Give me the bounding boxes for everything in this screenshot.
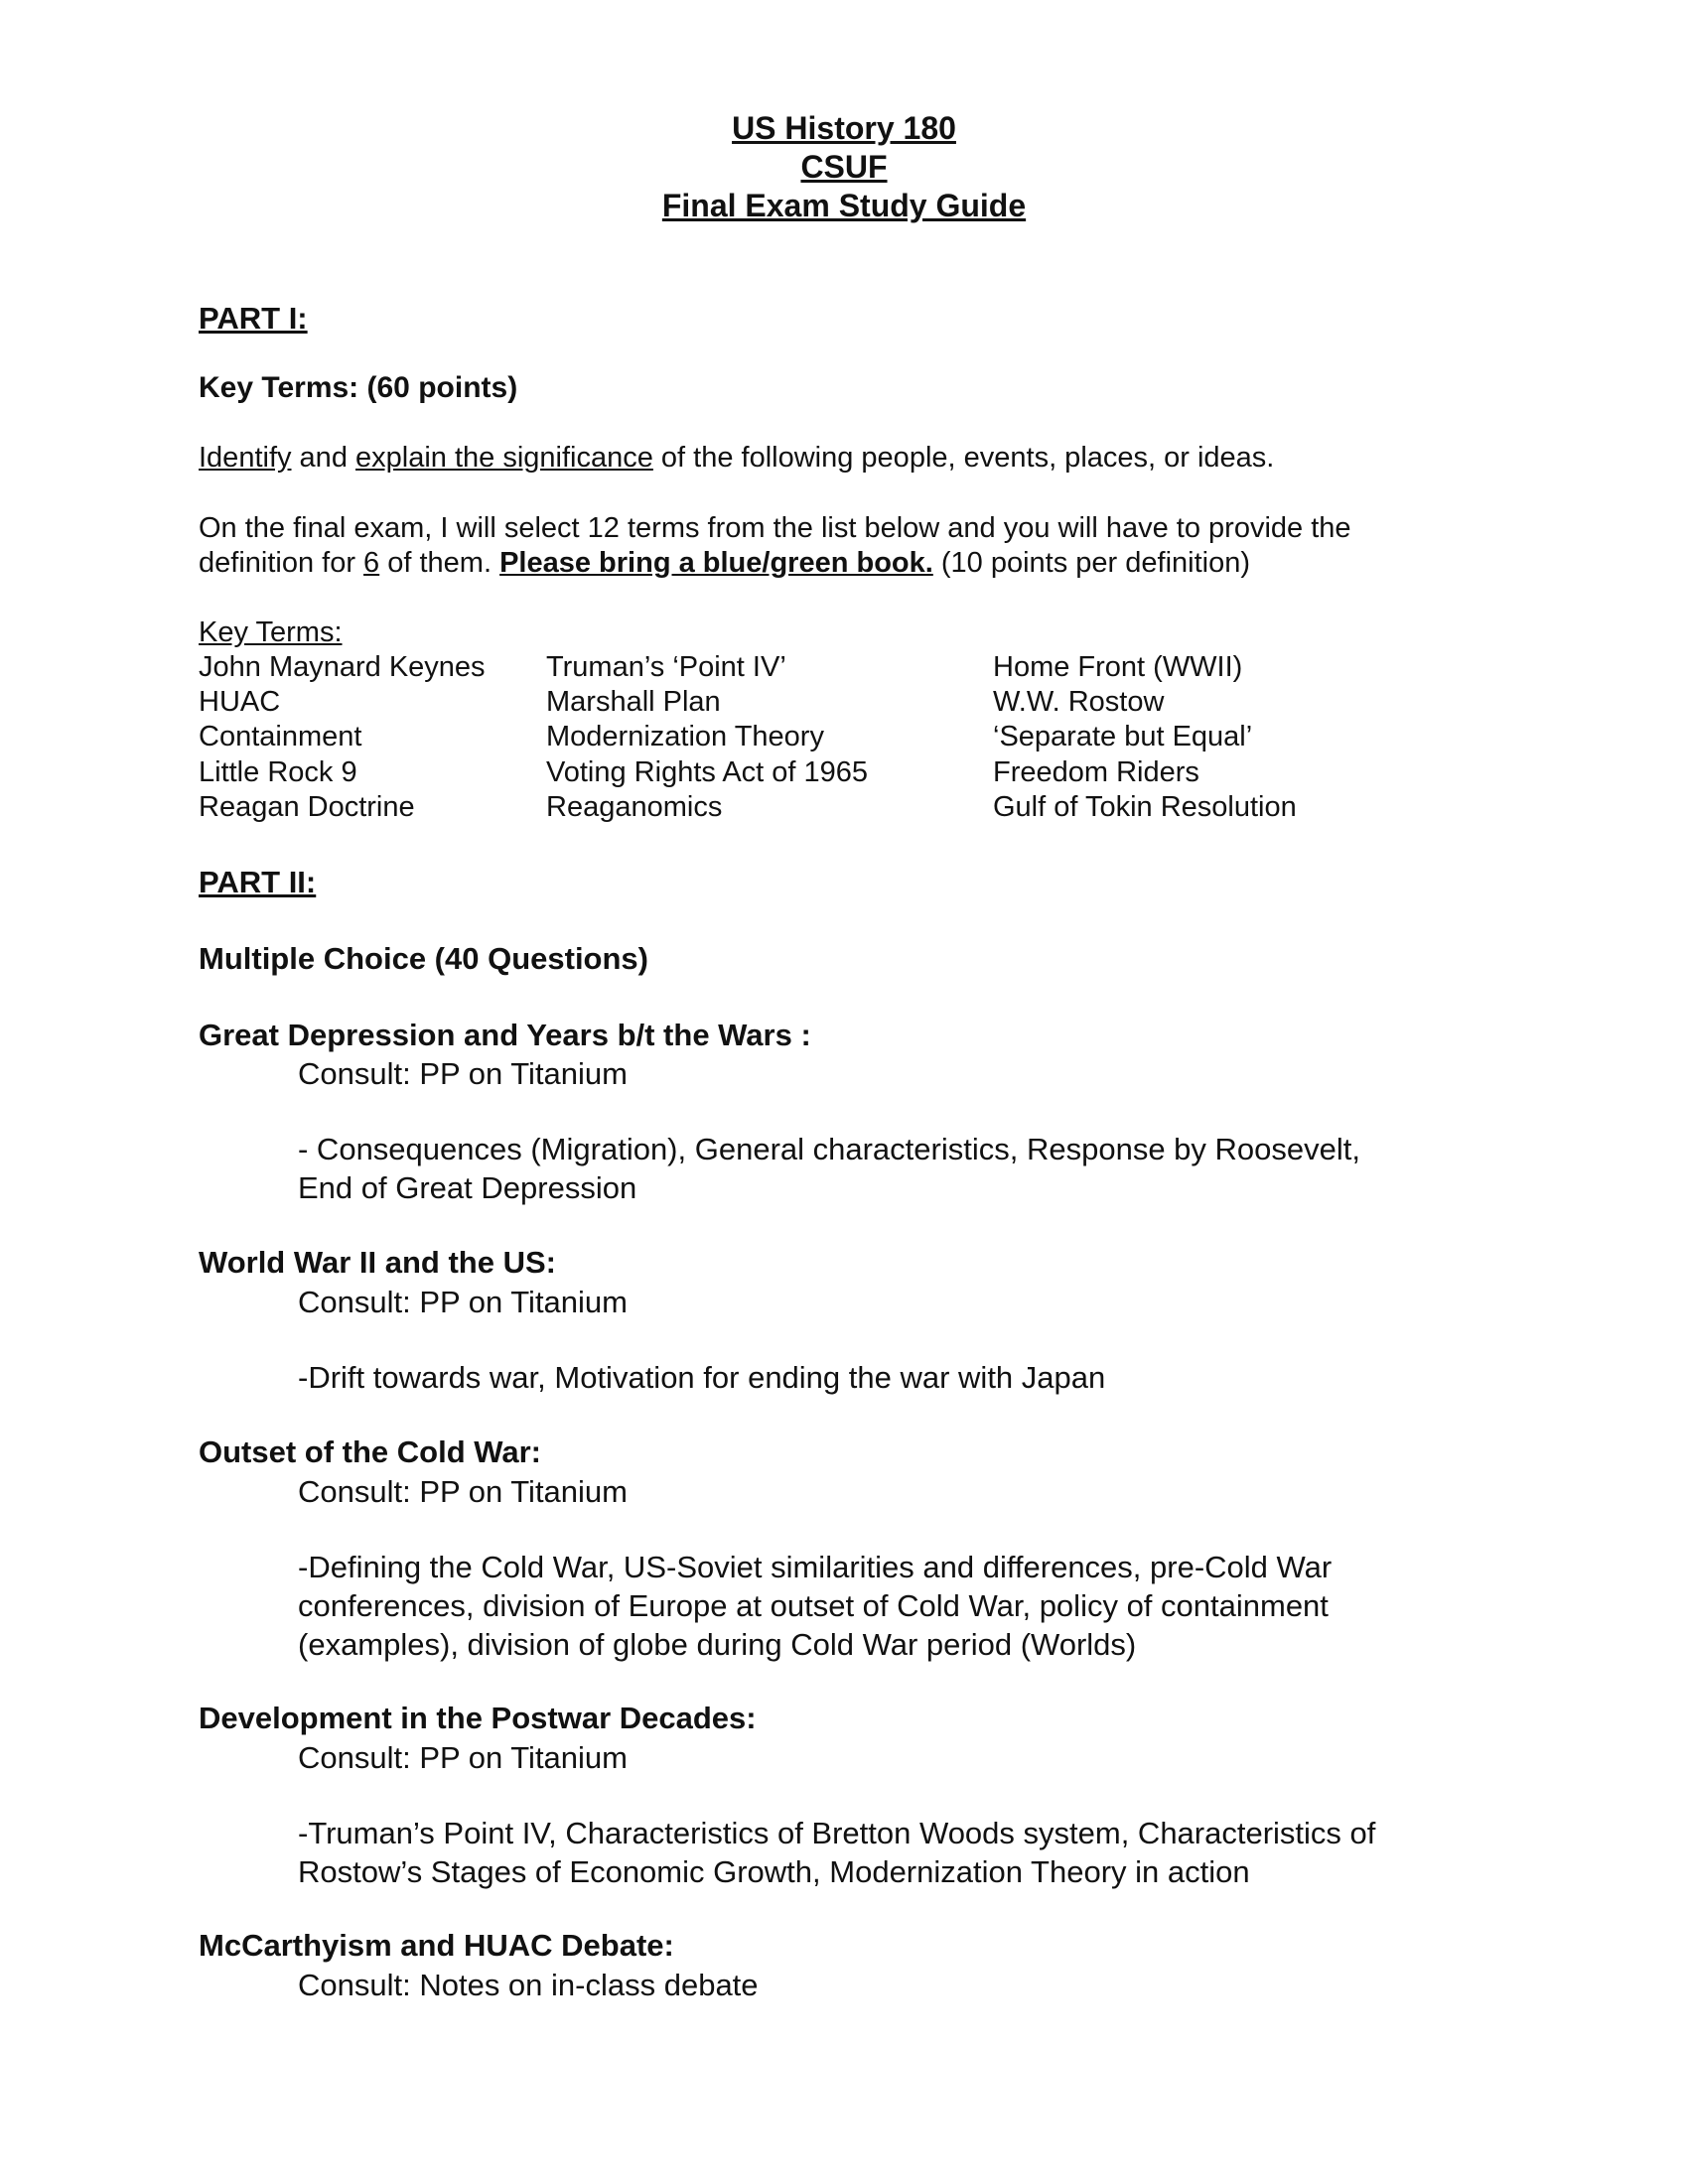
key-terms-label: Key Terms: — [199, 616, 343, 648]
section-title: World War II and the US: — [199, 1245, 556, 1280]
document-title — [0, 109, 1688, 225]
topics-line: Rostow’s Stages of Economic Growth, Modernization Theory in action — [298, 1854, 1250, 1889]
section-consult: Consult: PP on Titanium — [298, 1285, 628, 1319]
term-item: Gulf of Tokin Resolution — [993, 790, 1297, 823]
exam-note-c: (10 points per definition) — [932, 547, 1250, 579]
section-title: Outset of the Cold War: — [199, 1434, 541, 1469]
topics-line: - Consequences (Migration), General characteristics, Response by Roosevelt, — [298, 1132, 1360, 1166]
exam-note-b: of them. — [379, 547, 500, 579]
term-item: ‘Separate but Equal’ — [993, 721, 1253, 753]
university-name: CSUF — [800, 149, 888, 185]
term-item: Home Front (WWII) — [993, 651, 1243, 683]
terms-column-1 — [199, 650, 486, 825]
exam-note-a: definition for — [199, 547, 364, 579]
key-terms-heading: Key Terms: (60 points) — [199, 371, 518, 404]
topics-line: conferences, division of Europe at outset of Cold War, policy of containment — [298, 1588, 1329, 1623]
section-title: Great Depression and Years b/t the Wars : — [199, 1018, 811, 1052]
section-title: McCarthyism and HUAC Debate: — [199, 1928, 674, 1963]
instruction-and: and — [291, 442, 355, 474]
terms-column-3 — [993, 650, 1297, 825]
section-title: Development in the Postwar Decades: — [199, 1701, 757, 1735]
exam-note-six: 6 — [363, 547, 380, 579]
topics-line: -Truman’s Point IV, Characteristics of Bretton Woods system, Characteristics of — [298, 1816, 1376, 1850]
topics-line: -Defining the Cold War, US-Soviet similarities and differences, pre-Cold War — [298, 1550, 1333, 1584]
section-consult: Consult: PP on Titanium — [298, 1474, 628, 1509]
term-item: HUAC — [199, 686, 281, 719]
identify-word: Identify — [199, 442, 292, 474]
term-item: Containment — [199, 721, 362, 753]
guide-title: Final Exam Study Guide — [661, 188, 1027, 223]
section-consult: Consult: Notes on in-class debate — [298, 1968, 759, 2002]
explain-phrase: explain the significance — [355, 442, 653, 474]
bring-book-note: Please bring a blue/green book. — [499, 547, 933, 579]
term-item: Reaganomics — [546, 790, 723, 823]
term-item: John Maynard Keynes — [199, 651, 486, 683]
terms-column-2 — [546, 650, 868, 825]
topics-line: -Drift towards war, Motivation for ending the war with Japan — [298, 1360, 1106, 1395]
section-topics — [298, 1548, 1489, 1664]
instruction-rest: of the following people, events, places, or ideas. — [652, 442, 1275, 474]
exam-note-line1: On the final exam, I will select 12 terms from the list below and you will have to provide the — [199, 512, 1351, 544]
term-item: Modernization Theory — [546, 721, 824, 753]
exam-note-line2 — [199, 546, 1250, 581]
term-item: W.W. Rostow — [993, 686, 1165, 719]
term-item: Freedom Riders — [993, 755, 1199, 788]
instruction-line — [199, 441, 1274, 476]
part2-heading: PART II: — [199, 865, 317, 899]
term-item: Reagan Doctrine — [199, 790, 415, 823]
multiple-choice-heading: Multiple Choice (40 Questions) — [199, 941, 648, 976]
topics-line: (examples), division of globe during Cold War period (Worlds) — [298, 1627, 1137, 1662]
course-name: US History 180 — [732, 110, 956, 146]
term-item: Marshall Plan — [546, 686, 721, 719]
term-item: Little Rock 9 — [199, 755, 357, 788]
section-consult: Consult: PP on Titanium — [298, 1056, 628, 1091]
section-topics — [298, 1130, 1489, 1207]
term-item: Truman’s ‘Point IV’ — [546, 651, 786, 683]
part1-heading: PART I: — [199, 301, 308, 336]
topics-line: End of Great Depression — [298, 1170, 637, 1205]
term-item: Voting Rights Act of 1965 — [546, 755, 869, 788]
section-topics — [298, 1814, 1489, 1891]
section-consult: Consult: PP on Titanium — [298, 1740, 628, 1775]
section-topics — [298, 1358, 1489, 1397]
